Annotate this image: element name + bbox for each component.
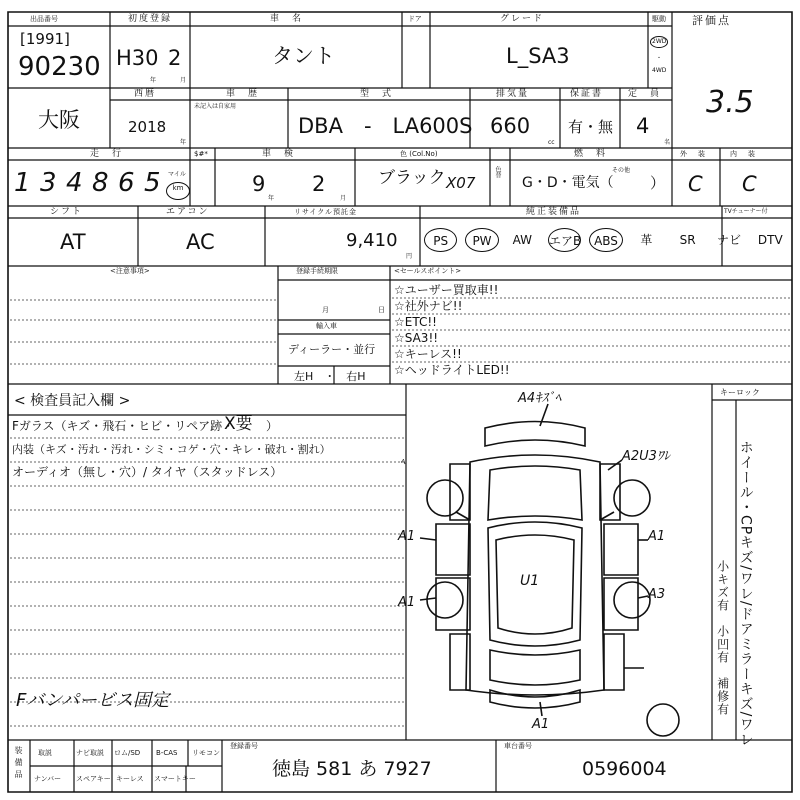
mark-left-front: ﾍ [400,457,405,468]
sales-label: <セールスポイント> [394,267,462,275]
year-label: 西暦 [134,89,157,99]
footer-item: 取説 [38,749,52,757]
glass-line: Fガラス（キズ・飛石・ヒビ・リペア跡・ [12,419,235,433]
footer-item: リモコン [192,749,220,757]
history-note: 未記入は自家用 [194,103,237,110]
insp-tsuki: 月 [340,195,347,202]
mileage-digit: 5 [144,168,161,198]
footer-item: スペアキー [76,775,111,783]
auction-sheet: 出品番号 [1991] 90230 初度登録 H30 2 年 月 車 名 タント ドア グレード L_SA3 駆動 2WD ・ 4WD 評価点 3.5 大阪 西暦 2018 年 車 歴 未記入は自家用 型 式 DBA - LA600S 排気量 660 cc 保証書 有・無 定 員 4 名 走 行 1 3 4 8 6 5 マイル km $#* 車 検 9 年 2 月 色 (Col.No) ブラック X07 色替 燃 料 G・D・電気（ その他 ） 外 装 内 装 C C シフト AT エアコン AC リサイクル預託金 9,410 円 純正装備品 TVチューナー付 PS PW AW エアB ABS 革 SR ナビ DTV <注意事項> 登録手続期限 月 日 輸入車 ディーラー・並行 左H ・ 右H <セールスポイント> ☆ユーザー買取車!! ☆社外ナビ!! ☆ETC!! ☆SA3!! ☆キーレス!! ☆ヘッドライトLED!! < 検査員記入欄 > Fガラス（キズ・飛石・ヒビ・リペア跡・ X要 ） 内装（キズ・汚れ・汚れ・シミ・コゲ・穴・キレ・破れ・割れ） オーディオ（無し・穴）/ タイヤ（スタッドレス） Fバンパービス固定 キーロック ホイール・CPキズ/ワレ/ドアミラーキズ/ワレ 小キズ有 小凹有 補修有 A4ｷｽﾞﾍ A2U3ﾜﾚ A1 A1 U1 A3 A1 A1 ﾍ 装備品 取説 ナビ取説 ロム/SD B-CAS リモコン ナンバー スペアキー キーレス スマートキー 登録番号 徳島 581 あ 7927 車台番号 0596004 [0,0,800,800]
color-change-label: 色替 [494,166,501,178]
first-reg-label: 初度登録 [128,14,173,24]
mileage-label: 走 行 [90,149,124,159]
interior-grade: C [742,172,757,196]
model-label: 型 式 [360,89,394,99]
handle-side: 左H ・ 右H [294,370,366,383]
equipment-item: AW [512,233,533,247]
grade-label: グレード [500,14,545,24]
color-label: 色 (Col.No) [400,150,438,158]
fuel-label: 燃 料 [574,149,608,159]
equipment-item: ナビ [716,233,741,247]
drive-2wd: 2WD [650,36,668,48]
shift-label: シフト [50,207,84,217]
interior-line: 内装（キズ・汚れ・汚れ・シミ・コゲ・穴・キレ・破れ・割れ） [12,443,331,456]
expiry-day: 日 [378,306,385,314]
chassis-number: 0596004 [582,758,667,780]
equipment-item: エアB [548,228,581,252]
equipment-item: 革 [640,233,653,247]
nen-unit: 年 [150,77,157,84]
mileage-digit: 6 [118,168,135,198]
recycle-unit: 円 [406,253,413,260]
mark-right-front: A2U3ﾜﾚ [622,449,670,464]
displacement: 660 [490,114,531,138]
score-label: 評価点 [692,14,731,27]
inspection-label: 車 検 [262,149,296,159]
fuel-other: その他 [612,167,631,174]
dealer-parallel: ディーラー・並行 [288,343,376,356]
handwritten-note: Fバンパービス固定 [16,690,170,711]
tuner-label: TVチューナー付 [724,208,768,215]
lot-number: 90230 [18,52,101,82]
mark-right-rear-door: A3 [648,587,666,602]
glass-close: ） [266,419,279,433]
plate-label: 登録番号 [230,742,258,750]
mileage-digit: 1 [14,168,31,198]
door-label: ドア [408,15,422,23]
ac-value: AC [186,230,215,254]
year-unit: 年 [180,139,187,146]
mark-left-rear-door: A1 [398,595,416,610]
first-reg-month: 2 [168,46,182,70]
color-code: X07 [446,174,476,192]
exterior-grade: C [688,172,703,196]
mileage-digit: 4 [66,168,83,198]
grade: L_SA3 [506,44,570,68]
sales-point: ☆ETC!! [394,315,437,329]
drive-label: 駆動 [652,15,666,23]
mileage-digit: 8 [92,168,109,198]
import-label: 輸入車 [316,322,337,330]
region: 大阪 [38,108,80,132]
mark-left-front-door: A1 [398,529,416,544]
sales-point: ☆キーレス!! [394,347,462,361]
sales-point: ☆社外ナビ!! [394,299,463,313]
lot-label: 出品番号 [30,15,58,23]
mark-right-front-door: A1 [648,529,666,544]
ac-label: エアコン [166,207,210,217]
sales-point: ☆ユーザー買取車!! [394,283,499,297]
first-reg-year: H30 [116,46,159,70]
mark-rear-bumper: A1 [532,717,550,732]
footer-item: ナンバー [34,775,62,783]
mileage-digit: 3 [40,168,57,198]
equipment-item: PW [465,228,498,252]
expiry-label: 登録手続期限 [296,267,338,275]
footer-item: ナビ取説 [76,749,104,757]
equipment-item: DTV [757,233,783,247]
inspection-year: 9 [252,172,266,196]
audio-line: オーディオ（無し・穴）/ タイヤ（スタッドレス） [12,465,283,479]
footer-item: ロム/SD [114,749,141,757]
footer-side-label: 装備品 [14,746,23,782]
capacity: 4 [636,114,650,138]
km-label: km [166,182,190,200]
capacity-unit: 名 [664,139,671,146]
mark-front-bumper: A4ｷｽﾞﾍ [518,391,562,406]
glass-x: X要 [224,414,253,434]
sales-point: ☆ヘッドライトLED!! [394,363,510,377]
mile-label: マイル [168,171,186,178]
model-code: DBA - LA600S [298,114,473,138]
color-name: ブラック [378,168,446,188]
fuel-close: ） [650,174,666,192]
sales-point: ☆SA3!! [394,331,439,345]
mark-roof: U1 [520,573,540,589]
footer-item: キーレス [116,775,144,783]
car-name: タント [272,44,335,68]
caution-label: <注意事項> [110,267,150,275]
insp-nen: 年 [268,195,275,202]
legend-col1: ホイール・CPキズ/ワレ/ドアミラーキズ/ワレ [737,440,754,748]
score-value: 3.5 [706,85,754,120]
equipment-item: ABS [589,228,622,252]
legend-col2: 小キズ有 小凹有 補修有 [715,560,730,716]
capacity-label: 定 員 [628,89,662,99]
equipment-label: 純正装備品 [526,207,582,217]
chassis-label: 車台番号 [504,742,532,750]
recycle-fee: 9,410 [346,230,398,251]
meter-label: $#* [194,150,208,158]
fuel-type: G・D・電気（ [522,175,614,191]
footer-item: スマートキー [154,775,196,783]
equipment-item: SR [679,233,696,247]
lot-year: [1991] [20,30,70,48]
tsuki-unit: 月 [180,77,187,84]
year-value: 2018 [128,118,167,136]
footer-item: B-CAS [156,749,178,757]
history-label: 車 歴 [226,89,260,99]
plate-number: 徳島 581 あ 7927 [272,758,432,780]
inspection-month: 2 [312,172,326,196]
keylock-label: キーロック [720,388,760,397]
equipment-item: PS [424,228,457,252]
warranty-label: 保証書 [570,89,604,99]
expiry-month: 月 [322,306,329,314]
cc-unit: cc [548,139,555,146]
interior-label: 内 装 [730,150,757,158]
car-name-label: 車 名 [270,14,304,24]
exterior-label: 外 装 [680,150,707,158]
warranty: 有・無 [568,118,614,136]
shift-value: AT [60,230,86,254]
cc-label: 排気量 [496,89,530,99]
drive-4wd: 4WD [652,67,667,74]
recycle-label: リサイクル預託金 [294,208,358,216]
inspector-title: < 検査員記入欄 > [14,393,131,409]
